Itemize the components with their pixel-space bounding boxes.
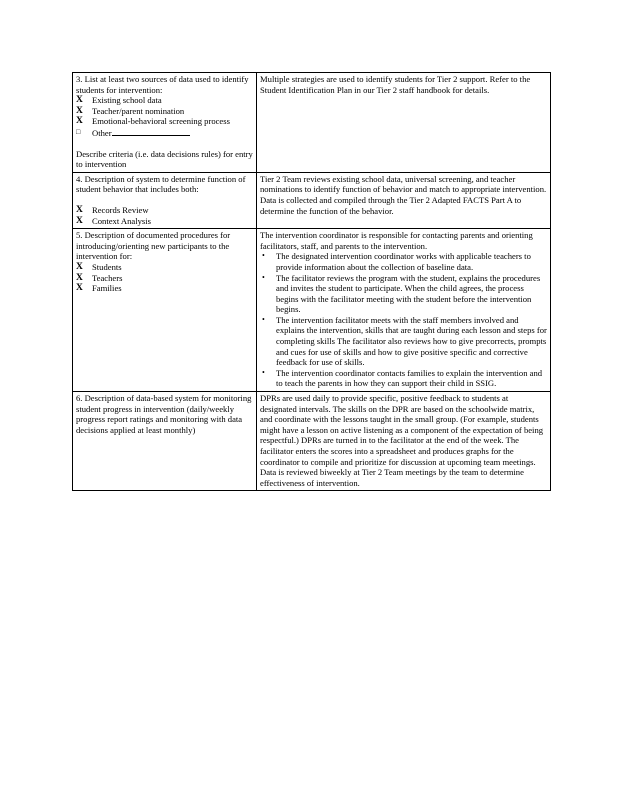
list-item-text: The intervention facilitator meets with the staff members involved and explains the intervention, skills that are taught during each lesson and steps for completing skills The facilitator also reviews how to give precorrects, prompts and cues for use of skills and how to give positive specific and corrective feedback for use of skills. bbox=[276, 314, 547, 368]
question-cell bbox=[73, 73, 257, 173]
checkbox-label: Existing school data bbox=[92, 95, 162, 106]
checkbox-item bbox=[76, 262, 253, 273]
answer-text: Tier 2 Team reviews existing school data, universal screening, and teacher nominations to identify function of behavior and match to appropriate intervention. Data is collected and compiled through the Tier 2 Adapted FACTS Part A to determine the function of the behavior. bbox=[260, 173, 547, 216]
checkbox-label: Teachers bbox=[92, 272, 123, 283]
question-text: 4. Description of system to determine function of student behavior that includes both: bbox=[76, 173, 246, 195]
checkbox-label: Records Review bbox=[92, 204, 149, 215]
checkbox-item bbox=[76, 283, 253, 294]
list-item bbox=[262, 272, 547, 315]
answer-cell bbox=[257, 392, 551, 491]
checkbox-list bbox=[76, 205, 253, 226]
checkbox-label: Students bbox=[92, 261, 122, 272]
list-item bbox=[262, 367, 547, 389]
bullet-icon: • bbox=[262, 314, 265, 324]
bullet-icon: • bbox=[262, 251, 265, 261]
checkbox-item bbox=[76, 205, 253, 216]
checkbox-item bbox=[76, 273, 253, 284]
question-cell bbox=[73, 229, 257, 392]
criteria-text: Describe criteria (i.e. data decisions rules) for entry to intervention bbox=[76, 148, 253, 170]
checked-box-icon: X bbox=[76, 283, 83, 294]
checkbox-list bbox=[76, 95, 253, 138]
tier2-form-table bbox=[72, 72, 551, 491]
list-item-text: The designated intervention coordinator works with applicable teachers to provide information about the collection of baseline data. bbox=[276, 251, 531, 272]
bullet-icon: • bbox=[262, 367, 265, 377]
table-row bbox=[73, 73, 551, 173]
answer-cell bbox=[257, 172, 551, 228]
checkbox-label: Families bbox=[92, 283, 122, 294]
checkbox-item bbox=[76, 106, 253, 117]
list-item-text: The facilitator reviews the program with the student, explains the procedures and invites the student to participate. When the child agrees, the process begins with the facilitator meeting with the student before the intervention begins. bbox=[276, 272, 541, 315]
checked-box-icon: X bbox=[76, 204, 83, 215]
checked-box-icon: X bbox=[76, 272, 83, 283]
list-item bbox=[262, 314, 547, 368]
question-text: 6. Description of data-based system for monitoring student progress in intervention (daily/weekly progress report ratings and monitoring with data decisions applied at least monthly) bbox=[76, 393, 252, 435]
bullet-list bbox=[260, 251, 547, 389]
answer-cell bbox=[257, 229, 551, 392]
table-row bbox=[73, 172, 551, 228]
checked-box-icon: X bbox=[76, 215, 83, 226]
question-cell bbox=[73, 172, 257, 228]
checkbox-item bbox=[76, 127, 253, 139]
checked-box-icon: X bbox=[76, 116, 83, 127]
checkbox-label: Context Analysis bbox=[92, 215, 151, 226]
checkbox-label: Teacher/parent nomination bbox=[92, 105, 185, 116]
answer-intro: The intervention coordinator is responsible for contacting parents and orienting facilitators, staff, and parents to the intervention. bbox=[260, 230, 533, 251]
blank-line bbox=[112, 127, 190, 136]
table-row bbox=[73, 229, 551, 392]
checked-box-icon: X bbox=[76, 105, 83, 116]
question-text: 3. List at least two sources of data used to identify students for intervention: bbox=[76, 74, 249, 95]
answer-text: Multiple strategies are used to identify students for Tier 2 support. Refer to the Student Identification Plan in our Tier 2 staff handbook for details. bbox=[260, 74, 531, 95]
checkbox-label: Other bbox=[92, 127, 112, 138]
bullet-icon: • bbox=[262, 272, 265, 282]
question-text: 5. Description of documented procedures for introducing/orienting new participants to the intervention for: bbox=[76, 230, 231, 262]
checked-box-icon: X bbox=[76, 95, 83, 106]
checkbox-item bbox=[76, 216, 253, 227]
answer-text: DPRs are used daily to provide specific, positive feedback to students at designated intervals. The skills on the DPR are based on the schoolwide matrix, and coordinate with the lessons taught in the small group. (For example, students might have a lesson on active listening as a component of the expectation of being respectful.) DPRs are turned in to the facilitator at the end of the week. The facilitator enters the scores into a spreadsheet and produces graphs for the coordinator to compile and prioritize for discussion at upcoming team meetings. Data is reviewed biweekly at Tier 2 Team meetings by the team to determine effectiveness of intervention. bbox=[260, 393, 544, 488]
spacer bbox=[76, 139, 253, 149]
checkbox-item bbox=[76, 116, 253, 127]
checkbox-item bbox=[76, 95, 253, 106]
answer-cell bbox=[257, 73, 551, 173]
table-row bbox=[73, 392, 551, 491]
spacer bbox=[76, 195, 253, 205]
question-cell bbox=[73, 392, 257, 491]
empty-box-icon: □ bbox=[76, 127, 81, 136]
checkbox-label: Emotional-behavioral screening process bbox=[92, 116, 230, 127]
list-item-text: The intervention coordinator contacts families to explain the intervention and to teach the parents in how they can support their child in SSIG. bbox=[276, 367, 543, 389]
checkbox-list bbox=[76, 262, 253, 294]
checked-box-icon: X bbox=[76, 261, 83, 272]
list-item bbox=[262, 251, 547, 272]
